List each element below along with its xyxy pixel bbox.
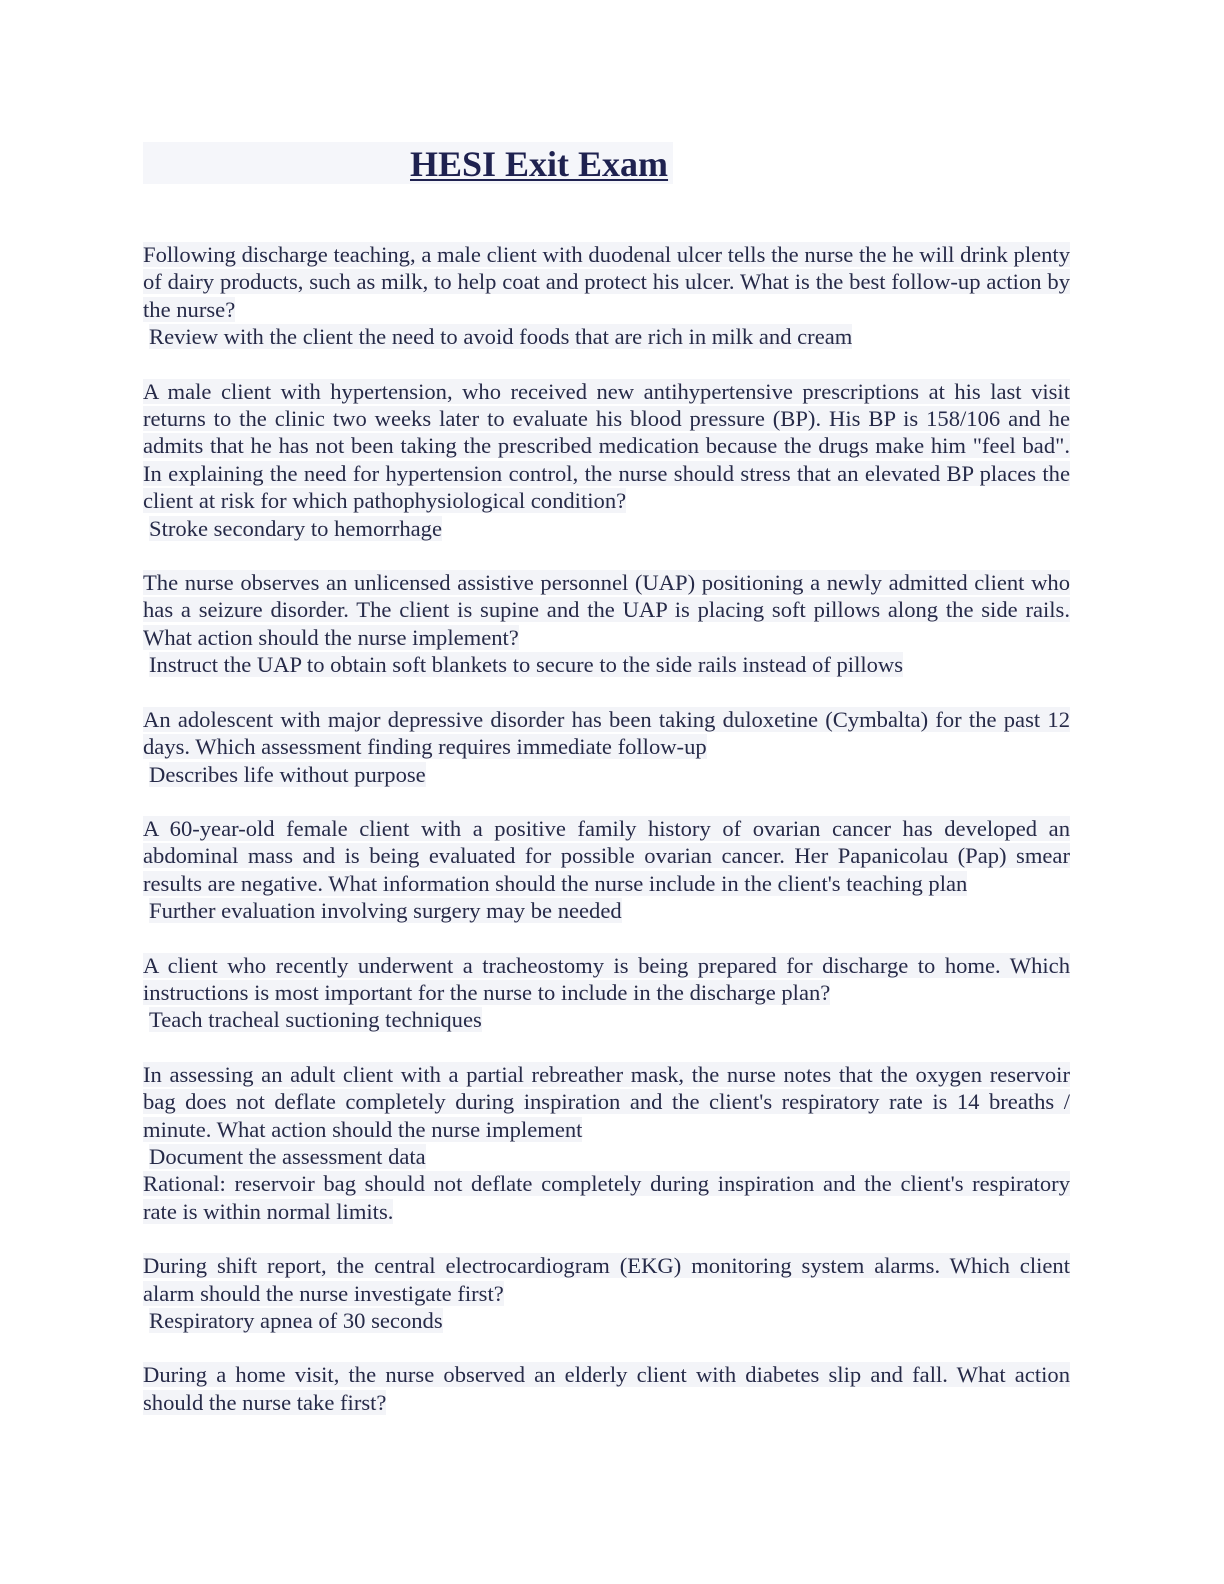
- qa-item-9: [143, 1361, 1070, 1416]
- title-row: [143, 140, 1070, 185]
- question-text: An adolescent with major depressive disorder has been taking duloxetine (Cymbalta) for the past 12 days. Which assessment finding requires immediate follow-up: [143, 706, 1070, 760]
- qa-item-7: [143, 1061, 1070, 1225]
- answer-text: Respiratory apnea of 30 seconds: [149, 1308, 443, 1333]
- qa-item-5: [143, 815, 1070, 925]
- qa-item-3: [143, 569, 1070, 679]
- rationale-text: Rational: reservoir bag should not deflate completely during inspiration and the client's respiratory rate is within normal limits.: [143, 1171, 1070, 1224]
- question-text: During a home visit, the nurse observed an elderly client with diabetes slip and fall. What action should the nurse take first?: [143, 1362, 1070, 1415]
- qa-item-8: [143, 1252, 1070, 1334]
- qa-item-2: [143, 378, 1070, 542]
- question-text: In assessing an adult client with a partial rebreather mask, the nurse notes that the oxygen reservoir bag does not deflate completely during inspiration and the client's respiratory rate is 14 breaths / minute. What action should the nurse implement: [143, 1061, 1070, 1142]
- qa-item-1: [143, 241, 1070, 351]
- question-text: During shift report, the central electrocardiogram (EKG) monitoring system alarms. Which client alarm should the nurse investigate first?: [143, 1253, 1070, 1306]
- question-text: The nurse observes an unlicensed assistive personnel (UAP) positioning a newly admitted client who has a seizure disorder. The client is supine and the UAP is placing soft pillows along the side rails. What action should the nurse implement?: [143, 570, 1070, 650]
- question-text: A 60-year-old female client with a positive family history of ovarian cancer has developed an abdominal mass and is being evaluated for possible ovarian cancer. Her Papanicolau (Pap) smear results are negative. What information should the nurse include in the client's teaching plan: [143, 815, 1070, 896]
- answer-text: Stroke secondary to hemorrhage: [149, 515, 442, 541]
- qa-item-4: [143, 706, 1070, 788]
- answer-text: Instruct the UAP to obtain soft blankets to secure to the side rails instead of pillows: [149, 652, 904, 678]
- question-text: A client who recently underwent a tracheostomy is being prepared for discharge to home. Which instructions is most important for the nurse to include in the discharge plan?: [143, 952, 1070, 1005]
- answer-text: Review with the client the need to avoid foods that are rich in milk and cream: [149, 324, 853, 350]
- question-text: A male client with hypertension, who received new antihypertensive prescriptions at his last visit returns to the clinic two weeks later to evaluate his blood pressure (BP). His BP is 158/106 and he admits that he has not been taking the prescribed medication because the drugs make him "feel bad". In explaining the need for hypertension control, the nurse should stress that an elevated BP places the client at risk for which pathophysiological condition?: [143, 378, 1070, 514]
- question-text: Following discharge teaching, a male client with duodenal ulcer tells the nurse the he will drink plenty of dairy products, such as milk, to help coat and protect his ulcer. What is the best follow-up action by the nurse?: [143, 242, 1070, 322]
- page-title: HESI Exit Exam: [410, 144, 669, 184]
- document-page: [143, 140, 1070, 1443]
- answer-text: Further evaluation involving surgery may be needed: [149, 898, 622, 924]
- answer-text: Describes life without purpose: [149, 761, 426, 787]
- answer-text: Teach tracheal suctioning techniques: [149, 1007, 482, 1033]
- qa-item-6: [143, 952, 1070, 1034]
- answer-text: Document the assessment data: [149, 1143, 426, 1169]
